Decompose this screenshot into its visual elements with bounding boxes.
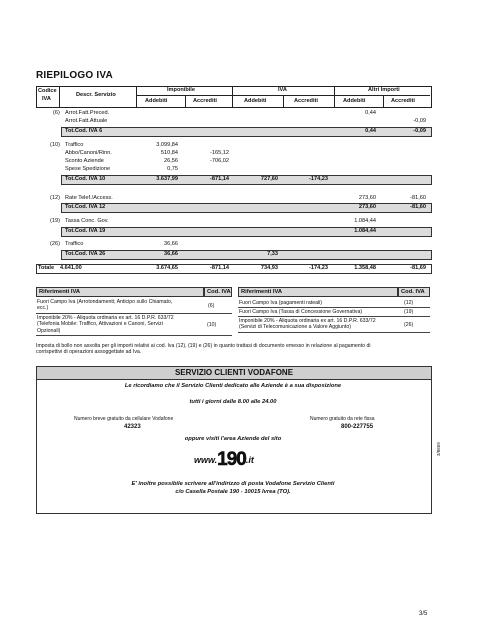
total-iva-addebiti: 727,60	[260, 176, 278, 182]
total-label: Tot.Cod. IVA 10	[65, 176, 106, 182]
grand-total-value: 4.641,00	[60, 265, 82, 271]
grand-total-imp-addebiti: 3.674,65	[156, 265, 178, 271]
group-code: (10)	[50, 142, 60, 148]
rif-left-text: Fuori Campo Iva (Arrotondamenti; Anticipo sullo Chiamato, ecc.)	[37, 299, 173, 312]
rif-left-code: (10)	[207, 322, 217, 328]
row-imp-addebiti: 510,84	[160, 150, 178, 156]
header-descr-servizio: Descr. Servizio	[76, 92, 116, 98]
row-desc: Arrot.Fatt.Preced.	[65, 110, 110, 116]
row-desc: Tassa Conc. Gov.	[65, 218, 109, 224]
grand-total-altri-accrediti: -81,69	[410, 265, 426, 271]
row-altri-accrediti: -81,60	[410, 195, 426, 201]
vodafone-line5: c/o Casella Postale 190 - 10015 Ivrea (TO).	[175, 489, 291, 495]
group-code: (6)	[53, 110, 60, 116]
vodafone-line2: tutti i giorni dalle 8.00 alle 24.00	[189, 399, 277, 405]
rif-left-cod-header: Cod. IVA	[204, 287, 232, 297]
total-row	[61, 127, 432, 137]
total-imp-accrediti: -871,14	[210, 176, 229, 182]
header-imponibile: Imponibile	[167, 87, 195, 93]
total-label: Tot.Cod. IVA 19	[65, 228, 106, 234]
row-altri-addebiti: 273,60	[358, 195, 376, 201]
stamp-duty-note: Imposta di bollo non assolta per gli importi relativi ai cod. Iva (12), (19) e (26) in quanto trattasi di documento emesso in relazione al pagamento di corrispettivi di operazioni assoggettate ad Iva.	[36, 343, 371, 356]
row-desc: Traffico	[65, 241, 84, 247]
total-altri-accrediti: -81,60	[410, 204, 426, 210]
rif-right-code: (19)	[404, 309, 414, 315]
total-iva-accrediti: -174,23	[309, 176, 328, 182]
row-imp-addebiti: 36,66	[164, 241, 178, 247]
row-imp-accrediti: -706,02	[210, 158, 229, 164]
rif-left-header: Riferimenti IVA	[36, 287, 204, 297]
header-altri-importi: Altri Importi	[368, 87, 400, 93]
grand-total-iva-accrediti: -174,23	[309, 265, 328, 271]
vodafone-line1: Le ricordiamo che il Servizio Clienti dedicato alle Aziende è a sua disposizione	[124, 383, 342, 389]
row-desc: Spese Spedizione	[65, 166, 111, 172]
row-imp-accrediti: -165,12	[210, 150, 229, 156]
header-accrediti-2: Accrediti	[294, 98, 318, 104]
side-reference-code: 3/8659	[436, 442, 441, 456]
header-iva: IVA	[278, 87, 287, 93]
header-addebiti-3: Addebiti	[343, 98, 366, 104]
vodafone-mobile-label: Numero breve gratuito da cellulare Vodafone	[74, 416, 174, 422]
total-iva-addebiti: 7,33	[267, 251, 278, 257]
total-altri-addebiti: 1.084,44	[354, 228, 376, 234]
header-accrediti-1: Accrediti	[193, 98, 217, 104]
row-desc: Sconto Aziende	[65, 158, 104, 164]
group-code: (12)	[50, 195, 60, 201]
vodafone-landline-label: Numero gratuito da rete fissa	[310, 416, 375, 422]
vodafone-landline-number: 800-227755	[341, 424, 374, 430]
row-imp-addebiti: 0,75	[167, 166, 178, 172]
rif-right-header: Riferimenti IVA	[238, 287, 398, 297]
vodafone-service-title: SERVIZIO CLIENTI VODAFONE	[37, 367, 431, 380]
total-imp-addebiti: 3.637,99	[156, 176, 178, 182]
group-code: (26)	[50, 241, 60, 247]
vodafone-mobile-number: 42323	[124, 424, 141, 430]
row-desc: Abbo/Canoni/Rinn.	[65, 150, 112, 156]
group-code: (19)	[50, 218, 60, 224]
header-accrediti-3: Accrediti	[391, 98, 415, 104]
total-altri-addebiti: 273,60	[358, 204, 376, 210]
row-altri-addebiti: 0,44	[365, 110, 376, 116]
row-imp-addebiti: 3.099,84	[156, 142, 178, 148]
header-iva-label: IVA	[42, 96, 51, 102]
vodafone-line3: oppure visiti l'area Aziende del sito	[184, 436, 282, 442]
total-altri-addebiti: 0,44	[365, 128, 376, 134]
grand-total-altri-addebiti: 1.358,48	[354, 265, 376, 271]
header-addebiti-2: Addebiti	[244, 98, 267, 104]
total-row	[61, 227, 432, 237]
total-label: Tot.Cod. IVA 12	[65, 204, 106, 210]
grand-total-imp-accrediti: -871,14	[210, 265, 229, 271]
header-addebiti-1: Addebiti	[145, 98, 168, 104]
total-imp-addebiti: 36,66	[164, 251, 178, 257]
total-label: Tot.Cod. IVA 6	[65, 128, 103, 134]
page-number: 3/5	[419, 611, 428, 617]
rif-right-text: Fuori Campo Iva (Tassa di Concessione Governativa)	[239, 309, 363, 315]
row-altri-addebiti: 1.084,44	[354, 218, 376, 224]
grand-total-label: Totale	[38, 265, 55, 271]
rif-right-cod-header: Cod. IVA	[398, 287, 430, 297]
grand-total-iva-addebiti: 734,93	[260, 265, 278, 271]
page-title: RIEPILOGO IVA	[36, 70, 113, 81]
rif-left-code: (6)	[208, 303, 215, 309]
www-190-logo[interactable]: www.190.it	[194, 449, 254, 470]
rif-right-code: (12)	[404, 300, 414, 306]
vodafone-line4: E' inoltre possibile scrivere all'indirizzo di posta Vodafone Servizio Clienti	[131, 481, 335, 487]
rif-right-text: Imponibile 20% - Aliquota ordinaria ex art. 16 D.P.R. 633/72 (Servizi di Telecomunicazione a Valore Aggiunto)	[239, 318, 376, 331]
header-codice: Codice	[38, 88, 57, 94]
row-desc: Arrot.Fatt.Attuale	[65, 118, 108, 124]
row-desc: Rate Telef./Access.	[65, 195, 113, 201]
row-desc: Traffico	[65, 142, 84, 148]
total-row	[61, 203, 432, 213]
rif-right-code: (26)	[404, 322, 414, 328]
total-label: Tot.Cod. IVA 26	[65, 251, 106, 257]
row-imp-addebiti: 26,56	[164, 158, 178, 164]
row-altri-accrediti: -0,09	[413, 118, 426, 124]
rif-right-text: Fuori Campo Iva (pagamenti rateali)	[239, 300, 323, 306]
total-altri-accrediti: -0,09	[413, 128, 426, 134]
rif-left-text: Imponibile 20% - Aliquota ordinaria ex art. 16 D.P.R. 633/72 (Telefonia Mobile: Traffico, Attivazioni e Canoni, Servizi Opzionali)	[37, 315, 174, 334]
